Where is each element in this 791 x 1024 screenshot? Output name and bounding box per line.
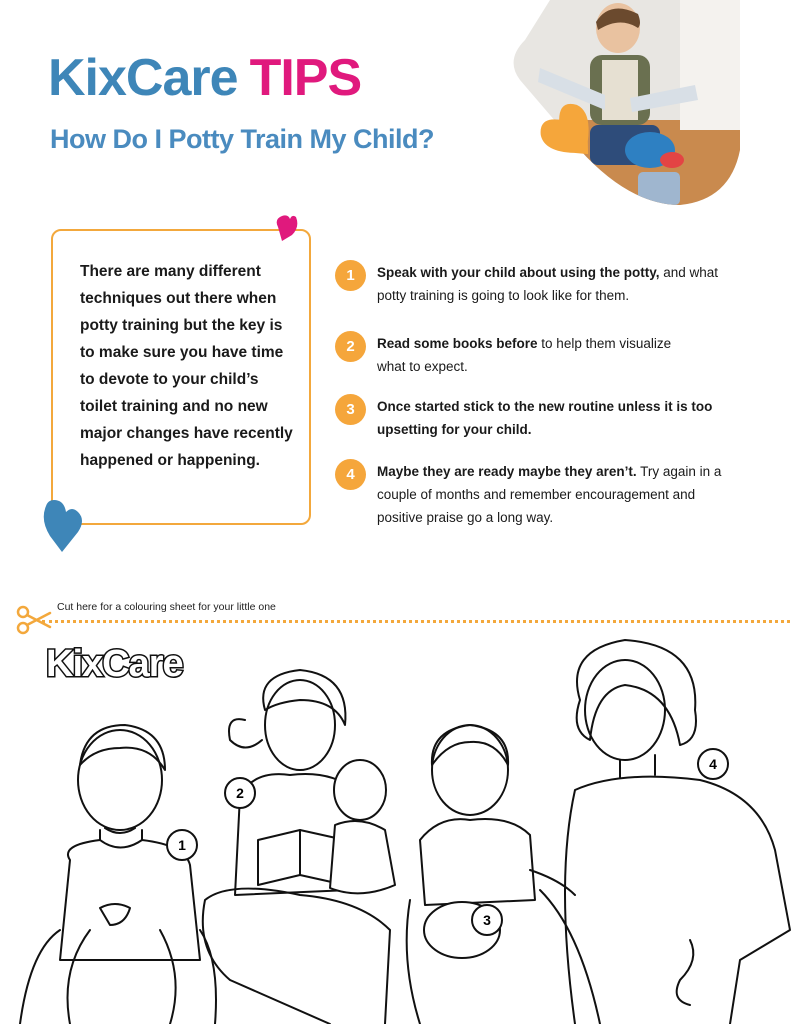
cut-label: Cut here for a colouring sheet for your little one <box>57 601 276 613</box>
page-title: How Do I Potty Train My Child? <box>50 124 435 154</box>
step-1 <box>335 260 735 310</box>
figure-badge-4 <box>698 749 728 779</box>
blue-heart-icon <box>40 498 86 554</box>
step-number: 3 <box>335 394 366 425</box>
svg-text:2: 2 <box>236 785 244 801</box>
intro-text: There are many different techniques out there when potty training but the key is to make sure you have time to devote to your child’s toilet training and no new major changes have recently happened or happening. <box>80 263 293 469</box>
brand-name: KixCare <box>48 49 238 107</box>
child-potty-photo <box>510 0 740 205</box>
step-text: Maybe they are ready maybe they aren’t. Try again in a couple of months and remember encouragement and positive praise go a long way. <box>377 464 722 525</box>
svg-text:KixCare: KixCare <box>46 643 183 685</box>
brand-logo <box>48 49 362 107</box>
figure-badge-3 <box>472 905 502 935</box>
step-text: Once started stick to the new routine unless it is too upsetting for your child. <box>377 399 713 437</box>
svg-text:1: 1 <box>178 837 186 853</box>
svg-text:4: 4 <box>709 756 717 772</box>
step-3 <box>335 394 735 444</box>
step-text: Read some books before to help them visualize what to expect. <box>377 336 672 374</box>
pink-heart-icon <box>272 213 298 243</box>
figure-badge-1 <box>167 830 197 860</box>
step-number: 1 <box>335 260 366 291</box>
colouring-illustration <box>0 630 791 1024</box>
figure-badge-2 <box>225 778 255 808</box>
tips-label: TIPS <box>249 49 362 107</box>
step-4 <box>335 459 735 531</box>
step-number: 2 <box>335 331 366 362</box>
step-number: 4 <box>335 459 366 490</box>
cut-line <box>42 620 790 623</box>
step-text: Speak with your child about using the potty, and what potty training is going to look like for them. <box>377 265 719 303</box>
step-2 <box>335 331 735 381</box>
svg-text:3: 3 <box>483 912 491 928</box>
colouring-logo <box>44 640 224 686</box>
